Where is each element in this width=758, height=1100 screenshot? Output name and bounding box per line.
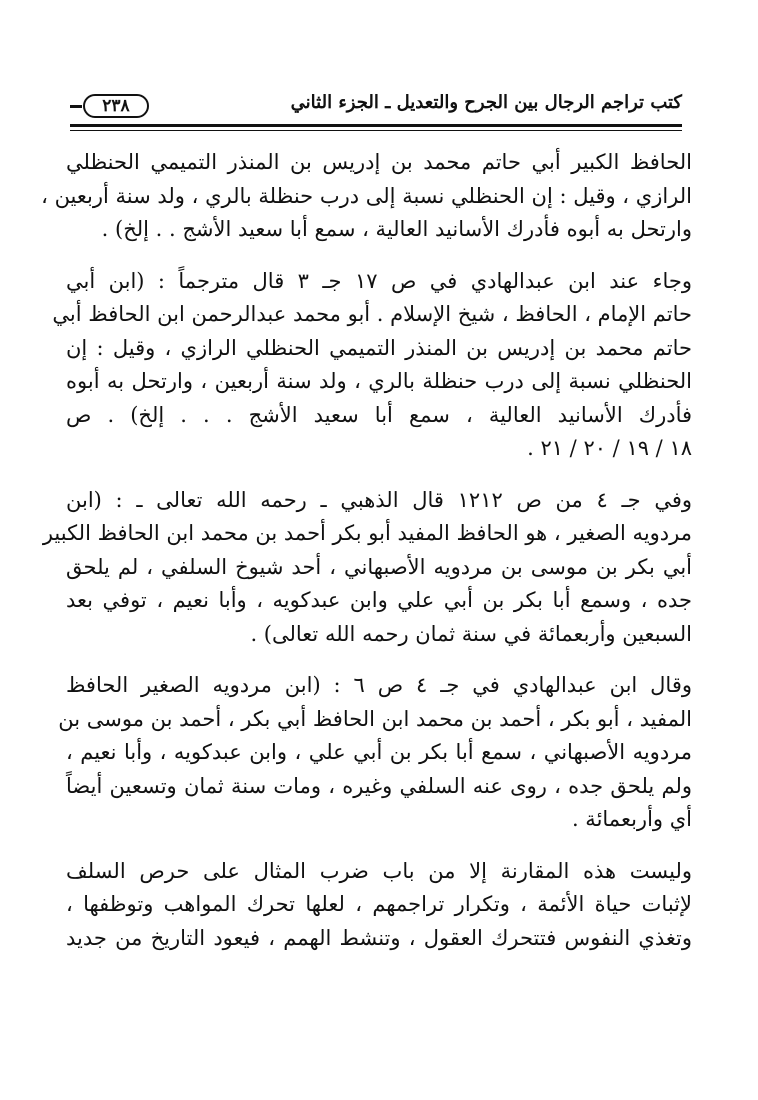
text-line: ١٨ / ١٩ / ٢٠ / ٢١ . (527, 436, 692, 460)
text-line: حاتم محمد بن إدريس بن المنذر التميمي الحنظلي الرازي ، وقيل : إن (66, 335, 692, 360)
header-dash (70, 105, 82, 108)
page-number: ٢٣٨ (83, 94, 149, 118)
text-line: المفيد ، أبو بكر ، أحمد بن محمد ابن الحافظ أبي بكر ، أحمد بن موسى بن (58, 706, 692, 731)
text-line: حاتم الإمام ، الحافظ ، شيخ الإسلام . أبو محمد عبدالرحمن ابن الحافظ أبي (52, 302, 692, 326)
text-line: فأدرك الأسانيد العالية ، سمع أبا سعيد الأشج . . . إلخ) . ص (66, 402, 692, 427)
text-line: مردويه الصغير ، هو الحافظ المفيد أبو بكر أحمد بن محمد ابن الحافظ الكبير (42, 521, 692, 545)
header-rule (70, 124, 682, 127)
text-line: وليست هذه المقارنة إلا من باب ضرب المثال على حرص السلف (66, 858, 692, 883)
text-line: وفي جـ ٤ من ص ١٢١٢ قال الذهبي ـ رحمه الله تعالى ـ : (ابن (66, 487, 692, 512)
page-body (41, 146, 692, 973)
text-line: الرازي ، وقيل : إن الحنظلي نسبة إلى درب حنظلة بالري ، ولد سنة أربعين ، (41, 183, 692, 208)
text-line: وقال ابن عبدالهادي في جـ ٤ ص ٦ : (ابن مردويه الصغير الحافظ (66, 673, 692, 697)
running-header (70, 88, 682, 136)
text-line: الحافظ الكبير أبي حاتم محمد بن إدريس بن المنذر التميمي الحنظلي (66, 150, 692, 174)
text-line: وارتحل به أبوه فأدرك الأسانيد العالية ، سمع أبا سعيد الأشج . . إلخ) . (101, 217, 692, 241)
paragraph-2 (52, 265, 692, 466)
paragraph-1 (41, 146, 692, 247)
text-line: أي وأربعمائة . (571, 807, 692, 831)
text-line: وجاء عند ابن عبدالهادي في ص ١٧ جـ ٣ قال مترجماً : (ابن أبي (66, 268, 692, 293)
paragraph-3 (42, 484, 692, 652)
running-title: كتب تراجم الرجال بين الجرح والتعديل ـ الجزء الثاني (290, 92, 682, 113)
text-line: مردويه الأصبهاني ، سمع أبا بكر بن أبي علي ، وابن عبدكويه ، وأبا نعيم ، (66, 740, 692, 764)
text-line: أبي بكر بن موسى بن مردويه الأصبهاني ، أحد شيوخ السلفي ، لم يلحق (66, 554, 692, 579)
text-line: جده ، وسمع أبا بكر بن أبي علي وابن عبدكويه ، وأبا نعيم ، توفي بعد (66, 588, 692, 612)
paragraph-4 (58, 669, 692, 837)
text-line: لإثبات حياة الأئمة ، وتكرار تراجمهم ، لعلها تحرك المواهب وتوظفها ، (66, 892, 692, 916)
text-line: وتغذي النفوس فتتحرك العقول ، وتنشط الهمم ، فيعود التاريخ من جديد (66, 925, 692, 950)
paragraph-5 (66, 855, 692, 956)
header-rule-thin (70, 130, 682, 131)
text-line: السبعين وأربعمائة في سنة ثمان رحمه الله تعالى) . (250, 621, 692, 646)
text-line: الحنظلي نسبة إلى درب حنظلة بالري ، ولد سنة أربعين ، وارتحل به أبوه (66, 369, 692, 393)
text-line: ولم يلحق جده ، روى عنه السلفي وغيره ، ومات سنة ثمان وتسعين أيضاً (66, 773, 692, 798)
